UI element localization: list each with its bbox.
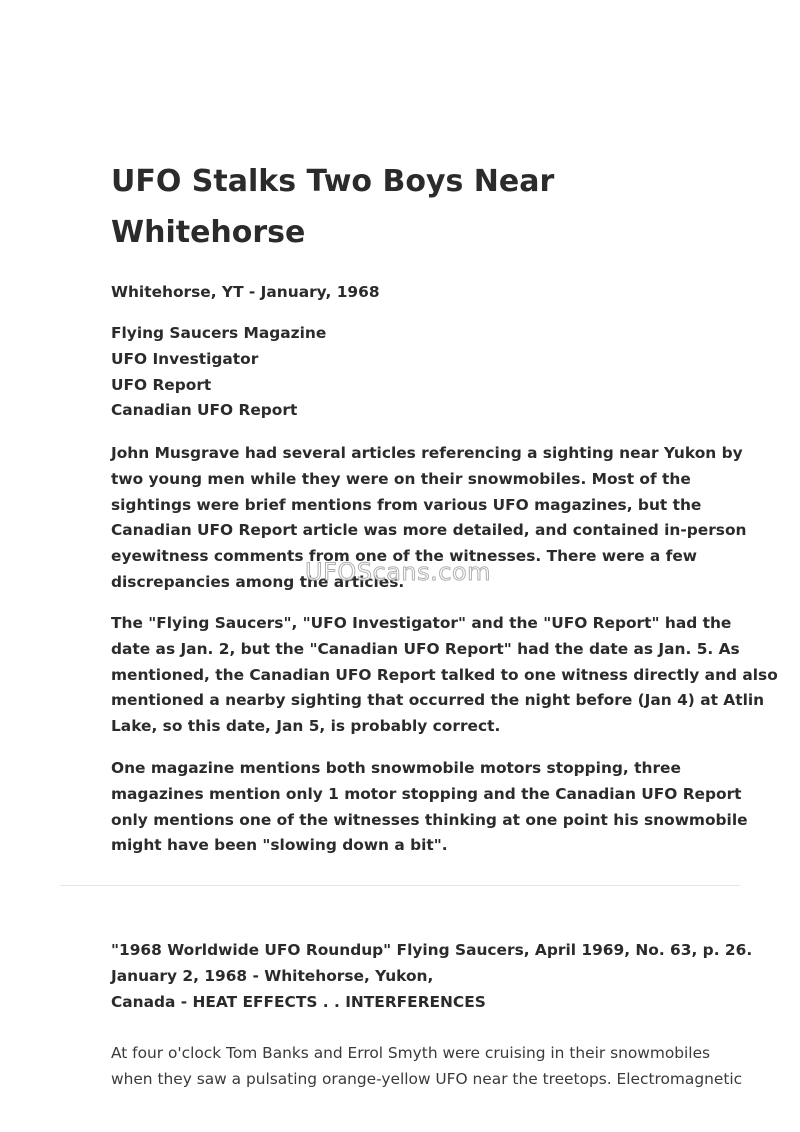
location-date-text: Whitehorse, YT - January, 1968 [111, 283, 380, 301]
paragraph-line: eyewitness comments from one of the witnesses. There were a few [111, 547, 697, 566]
excerpt-heading [111, 938, 753, 1015]
excerpt-heading-line: January 2, 1968 - Whitehorse, Yukon, [111, 966, 434, 985]
paragraph-intro [111, 441, 747, 596]
paragraph-line: date as Jan. 2, but the "Canadian UFO Report" had the date as Jan. 5. As [111, 639, 740, 658]
paragraph-line: Lake, so this date, Jan 5, is probably correct. [111, 717, 501, 736]
source-item: Flying Saucers Magazine [111, 324, 327, 342]
paragraph-line: Canadian UFO Report article was more detailed, and contained in-person [111, 521, 747, 540]
paragraph-line: One magazine mentions both snowmobile motors stopping, three [111, 759, 681, 777]
excerpt-heading-line: Canada - HEAT EFFECTS . . INTERFERENCES [111, 992, 486, 1011]
excerpt-body-line: when they saw a pulsating orange-yellow UFO near the treetops. Electromagnetic [111, 1069, 743, 1088]
location-date [111, 280, 701, 306]
paragraph-line: only mentions one of the witnesses thinking at one point his snowmobile [111, 810, 748, 829]
source-item: UFO Report [111, 375, 212, 394]
source-item: Canadian UFO Report [111, 401, 298, 420]
paragraph-line: discrepancies among the articles. [111, 572, 405, 591]
source-item: UFO Investigator [111, 349, 259, 368]
paragraph-dates [111, 611, 778, 740]
title-line: UFO Stalks Two Boys Near [111, 164, 555, 199]
sources-list [111, 321, 701, 424]
paragraph-line: sightings were brief mentions from various UFO magazines, but the [111, 495, 702, 514]
section-divider [60, 885, 740, 886]
title-line: Whitehorse [111, 215, 306, 250]
site-watermark: UFOScans.com [305, 558, 491, 586]
paragraph-line: magazines mention only 1 motor stopping and the Canadian UFO Report [111, 784, 742, 803]
excerpt-body-line: At four o'clock Tom Banks and Errol Smyth were cruising in their snowmobiles [111, 1044, 711, 1062]
paragraph-motors [111, 756, 748, 859]
paragraph-line: mentioned, the Canadian UFO Report talked to one witness directly and also [111, 665, 778, 684]
excerpt-heading-line: "1968 Worldwide UFO Roundup" Flying Saucers, April 1969, No. 63, p. 26. [111, 941, 753, 959]
article-title [111, 156, 671, 258]
paragraph-line: John Musgrave had several articles referencing a sighting near Yukon by [111, 444, 743, 462]
paragraph-line: might have been "slowing down a bit". [111, 836, 448, 855]
paragraph-line: two young men while they were on their snowmobiles. Most of the [111, 469, 691, 488]
excerpt-body [111, 1041, 743, 1093]
paragraph-line: mentioned a nearby sighting that occurred the night before (Jan 4) at Atlin [111, 691, 765, 710]
paragraph-line: The "Flying Saucers", "UFO Investigator" and the "UFO Report" had the [111, 614, 732, 632]
